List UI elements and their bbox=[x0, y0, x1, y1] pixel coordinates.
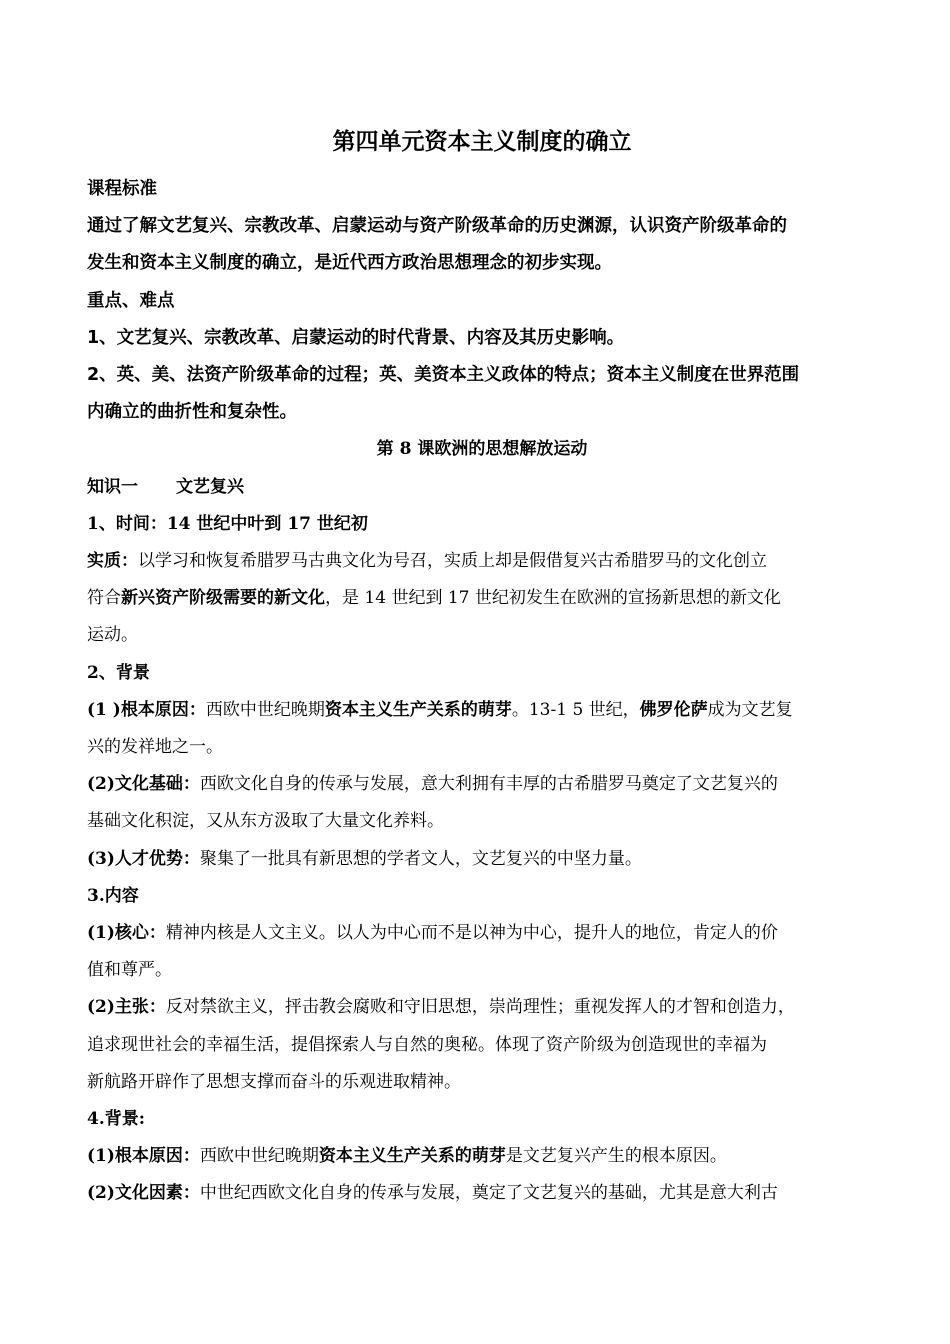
bg2-line-2: 基础文化积淀，又从东方汲取了大量文化养料。 bbox=[87, 811, 444, 832]
d2-line-1 bbox=[87, 1175, 877, 1212]
key-point-2-line-1: 2、英、美、法资产阶级革命的过程；英、美资本主义政体的特点；资本主义制度在世界范围 bbox=[87, 365, 800, 386]
essence-line-3: 运动。 bbox=[87, 625, 138, 646]
content-heading: 3.内容 bbox=[87, 885, 139, 906]
time-line: 1、时间：14 世纪中叶到 17 世纪初 bbox=[87, 513, 368, 534]
unit-title: 第四单元资本主义制度的确立 bbox=[332, 129, 632, 155]
bg2-label: (2)文化基础： bbox=[87, 774, 200, 795]
d1-text-c: 是文艺复兴产生的根本原因。 bbox=[505, 1146, 727, 1167]
essence-text-2c: ，是 14 世纪到 17 世纪初发生在欧洲的宣扬新思想的新文化 bbox=[325, 588, 781, 609]
bg3-line-1 bbox=[87, 841, 877, 878]
curriculum-heading: 课程标准 bbox=[87, 179, 157, 199]
essence-text-1: 以学习和恢复希腊罗马古典文化为号召，实质上却是假借复兴古希腊罗马的文化创立 bbox=[138, 551, 767, 572]
bg2-line-1 bbox=[87, 766, 877, 803]
c1-line-2: 值和尊严。 bbox=[87, 960, 172, 981]
essence-line-1 bbox=[87, 543, 877, 580]
c2-label: (2)主张： bbox=[87, 997, 166, 1018]
c1-line-1 bbox=[87, 915, 877, 952]
knowledge-heading bbox=[87, 469, 877, 506]
bg1-highlight: 资本主义生产关系的萌芽 bbox=[324, 699, 512, 720]
bg3-text-1: 聚集了一批具有新思想的学者文人，文艺复兴的中坚力量。 bbox=[199, 848, 642, 869]
c2-line-3: 新航路开辟作了思想支撑而奋斗的乐观进取精神。 bbox=[87, 1071, 461, 1092]
bg2-text-1: 西欧文化自身的传承与发展，意大利拥有丰厚的古希腊罗马奠定了文艺复兴的 bbox=[199, 774, 778, 795]
bg1-text-c: 。13-1 5 世纪， bbox=[511, 699, 640, 720]
d2-label: (2)文化因素： bbox=[87, 1183, 200, 1204]
curriculum-text-line-2: 发生和资本主义制度的确立，是近代西方政治思想理念的初步实现。 bbox=[87, 253, 612, 274]
bg1-text-a: 西欧中世纪晚期 bbox=[205, 699, 325, 720]
essence-line-2 bbox=[87, 580, 877, 617]
curriculum-text-line-1: 通过了解文艺复兴、宗教改革、启蒙运动与资产阶级革命的历史渊源，认识资产阶级革命的 bbox=[87, 216, 787, 237]
bg3-label: (3)人才优势： bbox=[87, 848, 200, 869]
d1-text-a: 西欧中世纪晚期 bbox=[199, 1146, 319, 1167]
c1-label: (1)核心： bbox=[87, 923, 166, 944]
c2-line-1 bbox=[87, 989, 877, 1026]
key-point-2-line-2: 内确立的曲折性和复杂性。 bbox=[87, 402, 297, 423]
d1-label: (1)根本原因： bbox=[87, 1146, 200, 1167]
document-page bbox=[87, 118, 877, 1213]
key-points-heading: 重点、难点 bbox=[87, 290, 175, 311]
bg1-label: (1 )根本原因： bbox=[87, 699, 206, 720]
c2-text-1: 反对禁欲主义，抨击教会腐败和守旧思想，崇尚理性；重视发挥人的才智和创造力， bbox=[165, 997, 795, 1018]
d1-highlight: 资本主义生产关系的萌芽 bbox=[318, 1146, 506, 1167]
knowledge-label: 知识一 bbox=[87, 476, 138, 497]
background-heading: 2、背景 bbox=[87, 662, 150, 683]
bg1-line-1 bbox=[87, 692, 877, 729]
key-point-1: 1、文艺复兴、宗教改革、启蒙运动的时代背景、内容及其历史影响。 bbox=[87, 327, 625, 348]
d2-text-1: 中世纪西欧文化自身的传承与发展，奠定了文艺复兴的基础，尤其是意大利古 bbox=[199, 1183, 778, 1204]
essence-text-2a: 符合 bbox=[87, 588, 121, 609]
bg1-line-2: 兴的发祥地之一。 bbox=[87, 737, 223, 758]
lesson-title: 第 8 课欧洲的思想解放运动 bbox=[376, 439, 588, 460]
c1-text-1: 精神内核是人文主义。以人为中心而不是以神为中心，提升人的地位，肯定人的价 bbox=[165, 923, 778, 944]
essence-label: 实质： bbox=[87, 551, 138, 572]
bg1-florence: 佛罗伦萨 bbox=[639, 699, 708, 720]
c2-line-2: 追求现世社会的幸福生活，提倡探索人与自然的奥秘。体现了资产阶级为创造现世的幸福为 bbox=[87, 1034, 767, 1055]
knowledge-title: 文艺复兴 bbox=[176, 476, 244, 497]
d1-line-1 bbox=[87, 1138, 877, 1175]
background2-heading: 4.背景: bbox=[87, 1109, 146, 1130]
bg1-text-e: 成为文艺复 bbox=[707, 699, 793, 720]
essence-highlight: 新兴资产阶级需要的新文化 bbox=[121, 588, 325, 609]
